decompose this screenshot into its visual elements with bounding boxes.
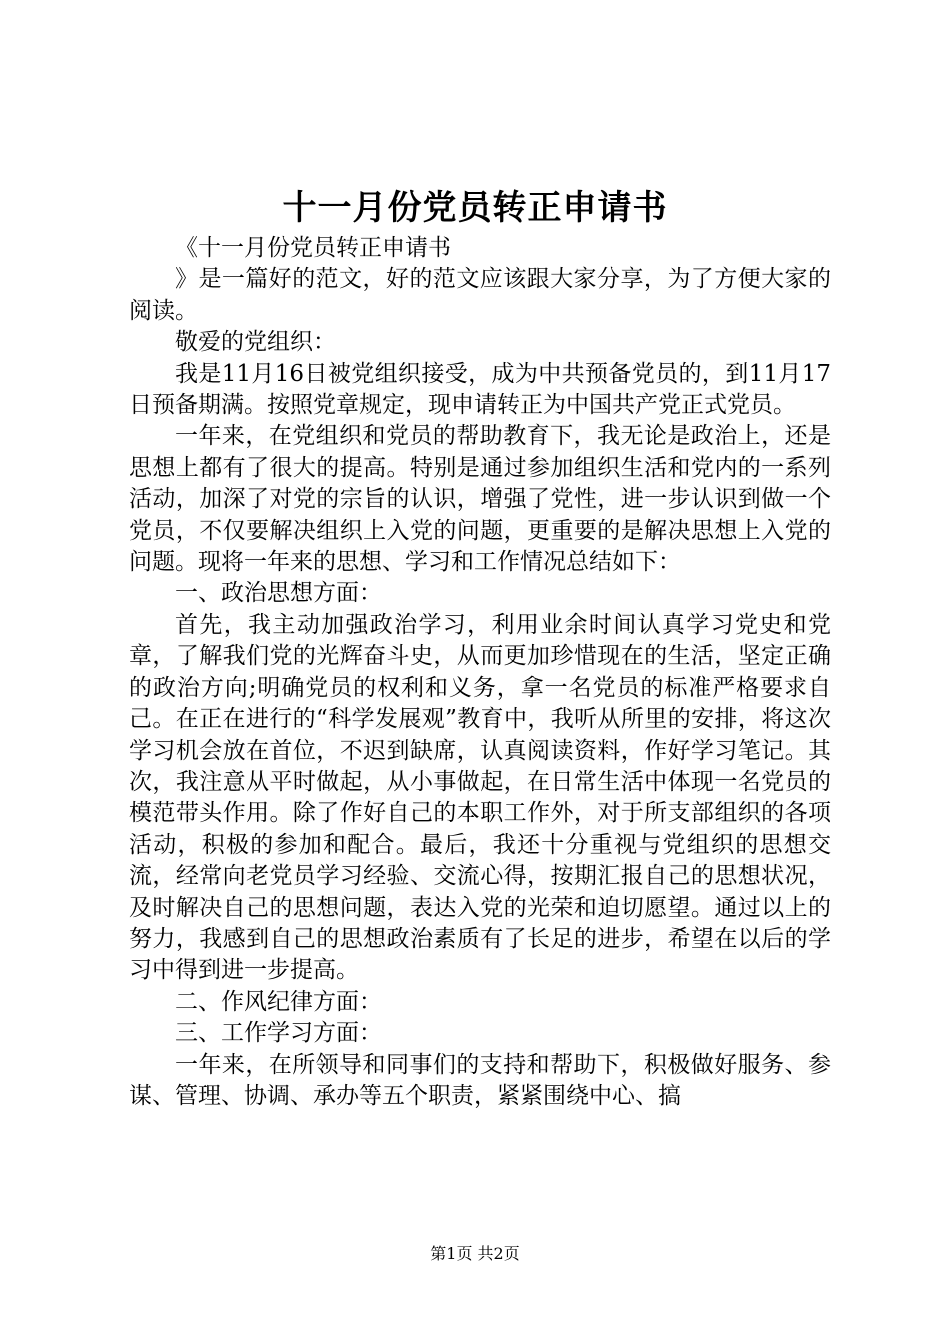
paragraph-salutation: 敬爱的党组织：	[175, 329, 336, 356]
paragraph-summary: 一年来，在党组织和党员的帮助教育下，我无论是政治上，还是思想上都有了很大的提高。特别是通过参加组织生活和党内的一系列活动，加深了对党的宗旨的认识，增强了党性，进一步认识到做一个党员，不仅要解决组织上入党的问题，更重要的是解决思想上入党的问题。现将一年来的思想、学习和工作情况总结如下：	[129, 423, 831, 576]
document-body	[129, 233, 831, 1112]
section-heading-political: 一、政治思想方面：	[175, 580, 382, 607]
section-heading-discipline: 二、作风纪律方面：	[175, 988, 382, 1015]
paragraph-application: 我是11月16日被党组织接受，成为中共预备党员的，到11月17日预备期满。按照党章规定，现申请转正为中国共产党正式党员。	[129, 360, 831, 419]
paragraph-political: 首先，我主动加强政治学习，利用业余时间认真学习党史和党章，了解我们党的光辉奋斗史，从而更加珍惜现在的生活，坚定正确的政治方向;明确党员的权利和义务，拿一名党员的标准严格要求自己。在正在进行的“科学发展观”教育中，我听从所里的安排，将这次学习机会放在首位，不迟到缺席，认真阅读资料，作好学习笔记。其次，我注意从平时做起，从小事做起，在日常生活中体现一名党员的模范带头作用。除了作好自己的本职工作外，对于所支部组织的各项活动，积极的参加和配合。最后，我还十分重视与党组织的思想交流，经常向老党员学习经验、交流心得，按期汇报自己的思想状况，及时解决自己的思想问题，表达入党的光荣和迫切愿望。通过以上的努力，我感到自己的思想政治素质有了长足的进步，希望在以后的学习中得到进一步提高。	[129, 611, 831, 984]
paragraph-intro-2: 》是一篇好的范文，好的范文应该跟大家分享，为了方便大家的阅读。	[129, 266, 831, 324]
section-heading-work: 三、工作学习方面：	[175, 1020, 382, 1047]
paragraph-intro-1: 《十一月份党员转正申请书	[175, 235, 451, 261]
paragraph-work: 一年来，在所领导和同事们的支持和帮助下，积极做好服务、参谋、管理、协调、承办等五个职责，紧紧围绕中心、搞	[129, 1051, 831, 1109]
document-title: 十一月份党员转正申请书	[282, 188, 668, 228]
page-number-footer: 第1页 共2页	[430, 1244, 520, 1263]
